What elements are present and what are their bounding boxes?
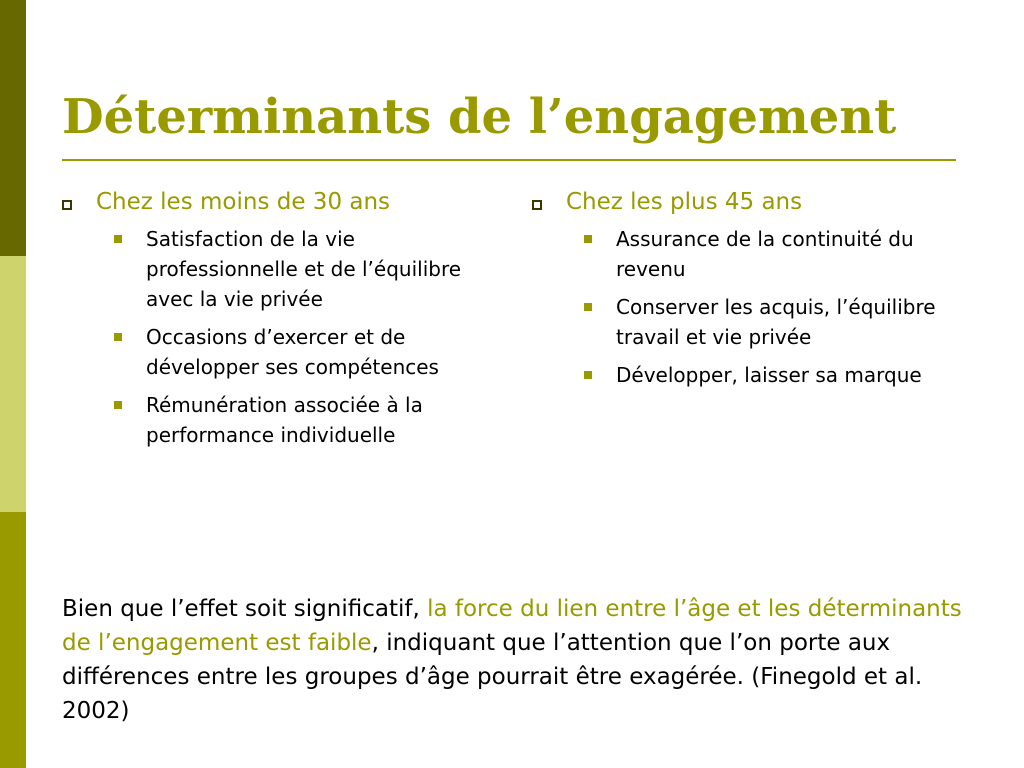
square-bullet-icon	[114, 401, 122, 409]
left-column	[62, 186, 492, 458]
right-column	[532, 186, 962, 398]
left-bullet-list	[62, 224, 492, 450]
list-item	[62, 322, 492, 382]
list-item-text: Occasions d’exercer et de développer ses compétences	[146, 325, 439, 379]
list-item	[62, 224, 492, 314]
list-item-text: Développer, laisser sa marque	[616, 363, 922, 387]
list-item-text: Assurance de la continuité du revenu	[616, 227, 914, 281]
footer-paragraph	[62, 592, 992, 728]
footer-highlight: la force du lien entre l’âge et les déterminants de l’engagement est faible	[62, 596, 962, 656]
left-column-heading	[62, 186, 492, 218]
sidebar-stripe-middle	[0, 256, 26, 512]
list-item	[532, 360, 962, 390]
sidebar-stripe-bottom	[0, 512, 26, 768]
hollow-square-bullet-icon	[532, 200, 542, 210]
title-divider	[62, 159, 956, 161]
square-bullet-icon	[584, 235, 592, 243]
square-bullet-icon	[584, 371, 592, 379]
list-item	[62, 390, 492, 450]
square-bullet-icon	[584, 303, 592, 311]
list-item-text: Rémunération associée à la performance individuelle	[146, 393, 423, 447]
right-column-heading	[532, 186, 962, 218]
hollow-square-bullet-icon	[62, 200, 72, 210]
footer-text-start: Bien que l’effet soit significatif,	[62, 596, 428, 622]
right-heading-text: Chez les plus 45 ans	[566, 189, 803, 215]
list-item-text: Conserver les acquis, l’équilibre travail et vie privée	[616, 295, 936, 349]
right-bullet-list	[532, 224, 962, 390]
footer-text-end: , indiquant que l’attention que l’on porte aux différences entre les groupes d’âge pourrait être exagérée. (Finegold et al. 2002)	[62, 630, 923, 724]
square-bullet-icon	[114, 333, 122, 341]
list-item	[532, 292, 962, 352]
square-bullet-icon	[114, 235, 122, 243]
list-item-text: Satisfaction de la vie professionnelle et de l’équilibre avec la vie privée	[146, 227, 462, 311]
left-heading-text: Chez les moins de 30 ans	[96, 189, 391, 215]
list-item	[532, 224, 962, 284]
slide-title: Déterminants de l’engagement	[62, 89, 897, 145]
sidebar-stripe-top	[0, 0, 26, 256]
